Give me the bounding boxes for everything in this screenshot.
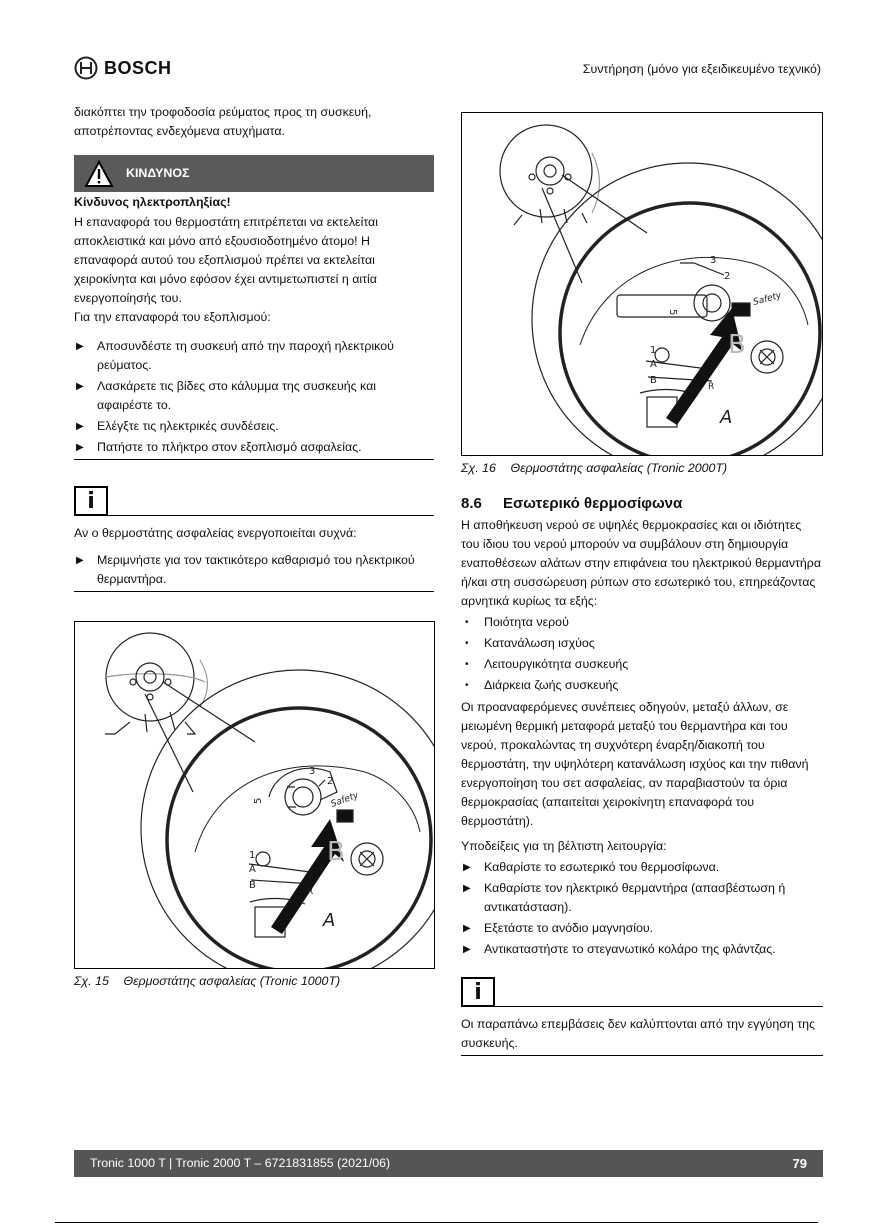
label-1: 1 <box>650 345 657 356</box>
figure-15 <box>74 621 435 969</box>
list-item: ▶ Εξετάστε το ανόδιο μαγνησίου. <box>461 919 823 938</box>
brand-name: BOSCH <box>104 57 172 78</box>
paragraph-2: Οι προαναφερόμενες συνέπειες οδηγούν, μεταξύ άλλων, σε μειωμένη θερμική μεταφορά μεταξύ του θερμαντήρα και του νερού, προκαλώντας τη συχνότερη έναρξη/διακοπή του θερμοστάτη, την υψηλότερη κατανάλωση ισχύος και την πιθανή ενεργοποίηση του σετ ασφαλείας, αν παραβιαστούν τα όρια θερμοκρασίας (απαιτείται χειροκίνητη επαναφορά του θερμοστάτη). <box>461 700 809 828</box>
footer-document-id: Tronic 1000 T | Tronic 2000 T – 6721831855 (2021/06) <box>90 1156 391 1170</box>
info-icon: i <box>461 977 495 1007</box>
info-box-header <box>461 977 823 1007</box>
danger-text: Η επαναφορά του θερμοστάτη επιτρέπεται να εκτελείται αποκλειστικά και μόνο από εξουσιοδοτημένο άτομο! Η επαναφορά αυτού του εξοπλισμού πρέπει να εκτελείται χειροκίνητα και μόνο εφόσον έχει αντιμετωπιστεί η αιτία ενεργοποίησής του. <box>74 215 378 305</box>
label-big-b: B <box>728 330 746 360</box>
brand-logo <box>74 56 172 80</box>
info-text: Αν ο θερμοστάτης ασφαλείας ενεργοποιείται συχνά: <box>74 526 357 540</box>
divider <box>74 459 434 460</box>
divider <box>55 1222 818 1223</box>
bosch-armature-icon <box>74 56 98 80</box>
list-item: ▶ Μεριμνήστε για τον τακτικότερο καθαρισμό του ηλεκτρικού θερμαντήρα. <box>74 551 434 589</box>
label-5: 5 <box>667 309 678 316</box>
label-r: R <box>307 887 314 897</box>
figure-16 <box>461 112 823 456</box>
list-item: ▶ Ελέγξτε τις ηλεκτρικές συνδέσεις. <box>74 417 434 436</box>
divider <box>495 1006 823 1007</box>
caption-number: Σχ. 15 <box>74 974 109 988</box>
label-big-a: A <box>323 910 336 931</box>
label-3: 3 <box>710 255 717 266</box>
list-item: • Ποιότητα νερού <box>461 613 823 632</box>
label-big-b: B <box>327 837 345 867</box>
list-item: ▶ Καθαρίστε τον ηλεκτρικό θερμαντήρα (απασβέστωση ή αντικατάσταση). <box>461 879 823 917</box>
list-item: ▶ Αποσυνδέστε τη συσκευή από την παροχή ηλεκτρικού ρεύματος. <box>74 337 434 375</box>
reset-intro: Για την επαναφορά του εξοπλισμού: <box>74 310 271 324</box>
thermostat-illustration-1000t <box>75 622 434 968</box>
section-number: 8.6 <box>461 495 482 512</box>
list-item: ▶ Καθαρίστε το εσωτερικό του θερμοσίφωνα. <box>461 858 823 877</box>
safety-label: Safety <box>329 790 361 810</box>
caption-text: Θερμοστάτης ασφαλείας (Tronic 2000T) <box>510 461 728 475</box>
tips-intro: Υποδείξεις για τη βέλτιστη λειτουργία: <box>461 839 667 853</box>
label-2: 2 <box>724 271 731 282</box>
info-text: Οι παραπάνω επεμβάσεις δεν καλύπτονται από την εγγύηση της συσκευής. <box>461 1017 815 1050</box>
divider <box>108 515 434 516</box>
list-item: ▶ Λασκάρετε τις βίδες στο κάλυμμα της συσκευής και αφαιρέστε το. <box>74 377 434 415</box>
section-header: Συντήρηση (μόνο για εξειδικευμένο τεχνικό) <box>582 62 821 76</box>
label-b: B <box>650 375 657 386</box>
list-item: • Λειτουργικότητα συσκευής <box>461 655 823 674</box>
label-r: R <box>708 382 715 392</box>
danger-label: ΚΙΝΔΥΝΟΣ <box>126 166 190 180</box>
caption-text: Θερμοστάτης ασφαλείας (Tronic 1000T) <box>123 974 341 988</box>
warning-triangle-icon <box>84 160 114 188</box>
factors-list <box>461 613 823 695</box>
tips-list <box>461 858 823 959</box>
figure-16-caption <box>461 459 727 478</box>
thermostat-illustration-2000t <box>462 113 822 455</box>
page-number: 79 <box>792 1156 807 1171</box>
label-3: 3 <box>309 766 316 777</box>
label-a-upper: A <box>249 864 256 875</box>
intro-text: διακόπτει την τροφοδοσία ρεύματος προς τη συσκευή, αποτρέποντας ενδεχόμενα ατυχήματα. <box>74 105 372 138</box>
section-title: Εσωτερικό θερμοσίφωνα <box>503 495 683 512</box>
footer-bar <box>74 1150 823 1177</box>
list-item: • Διάρκεια ζωής συσκευής <box>461 676 823 695</box>
left-column <box>74 103 434 592</box>
label-b: B <box>249 880 256 891</box>
info-steps <box>74 551 434 589</box>
label-2: 2 <box>327 776 334 787</box>
info-icon: i <box>74 486 108 516</box>
reset-steps <box>74 337 434 457</box>
list-item: • Κατανάλωση ισχύος <box>461 634 823 653</box>
label-big-a: A <box>720 407 733 428</box>
danger-banner <box>74 155 434 192</box>
label-5: 5 <box>253 797 264 804</box>
figure-15-caption <box>74 972 340 991</box>
divider <box>74 591 434 592</box>
caption-number: Σχ. 16 <box>461 461 496 475</box>
list-item: ▶ Πατήστε το πλήκτρο στον εξοπλισμό ασφαλείας. <box>74 438 434 457</box>
info-box-header <box>74 486 434 516</box>
paragraph-1: Η αποθήκευση νερού σε υψηλές θερμοκρασίες και οι ιδιότητες του ίδιου του νερού μπορούν να συμβάλουν στη δημιουργία εναποθέσεων αλάτων στην επιφάνεια του ηλεκτρικού θερμαντήρα ή/και στη συσσώρευση ρύπων στο εσωτερικό του, επηρεάζοντας αρνητικά κυρίως τα εξής: <box>461 518 822 608</box>
danger-title: Κίνδυνος ηλεκτροπληξίας! <box>74 195 231 209</box>
right-column <box>461 494 823 1056</box>
divider <box>461 1055 823 1056</box>
list-item: ▶ Αντικαταστήστε το στεγανωτικό κολάρο της φλάντζας. <box>461 940 823 959</box>
label-1: 1 <box>249 850 256 861</box>
section-heading <box>461 494 823 513</box>
label-a-upper: A <box>650 359 657 370</box>
safety-label: Safety <box>752 290 783 308</box>
